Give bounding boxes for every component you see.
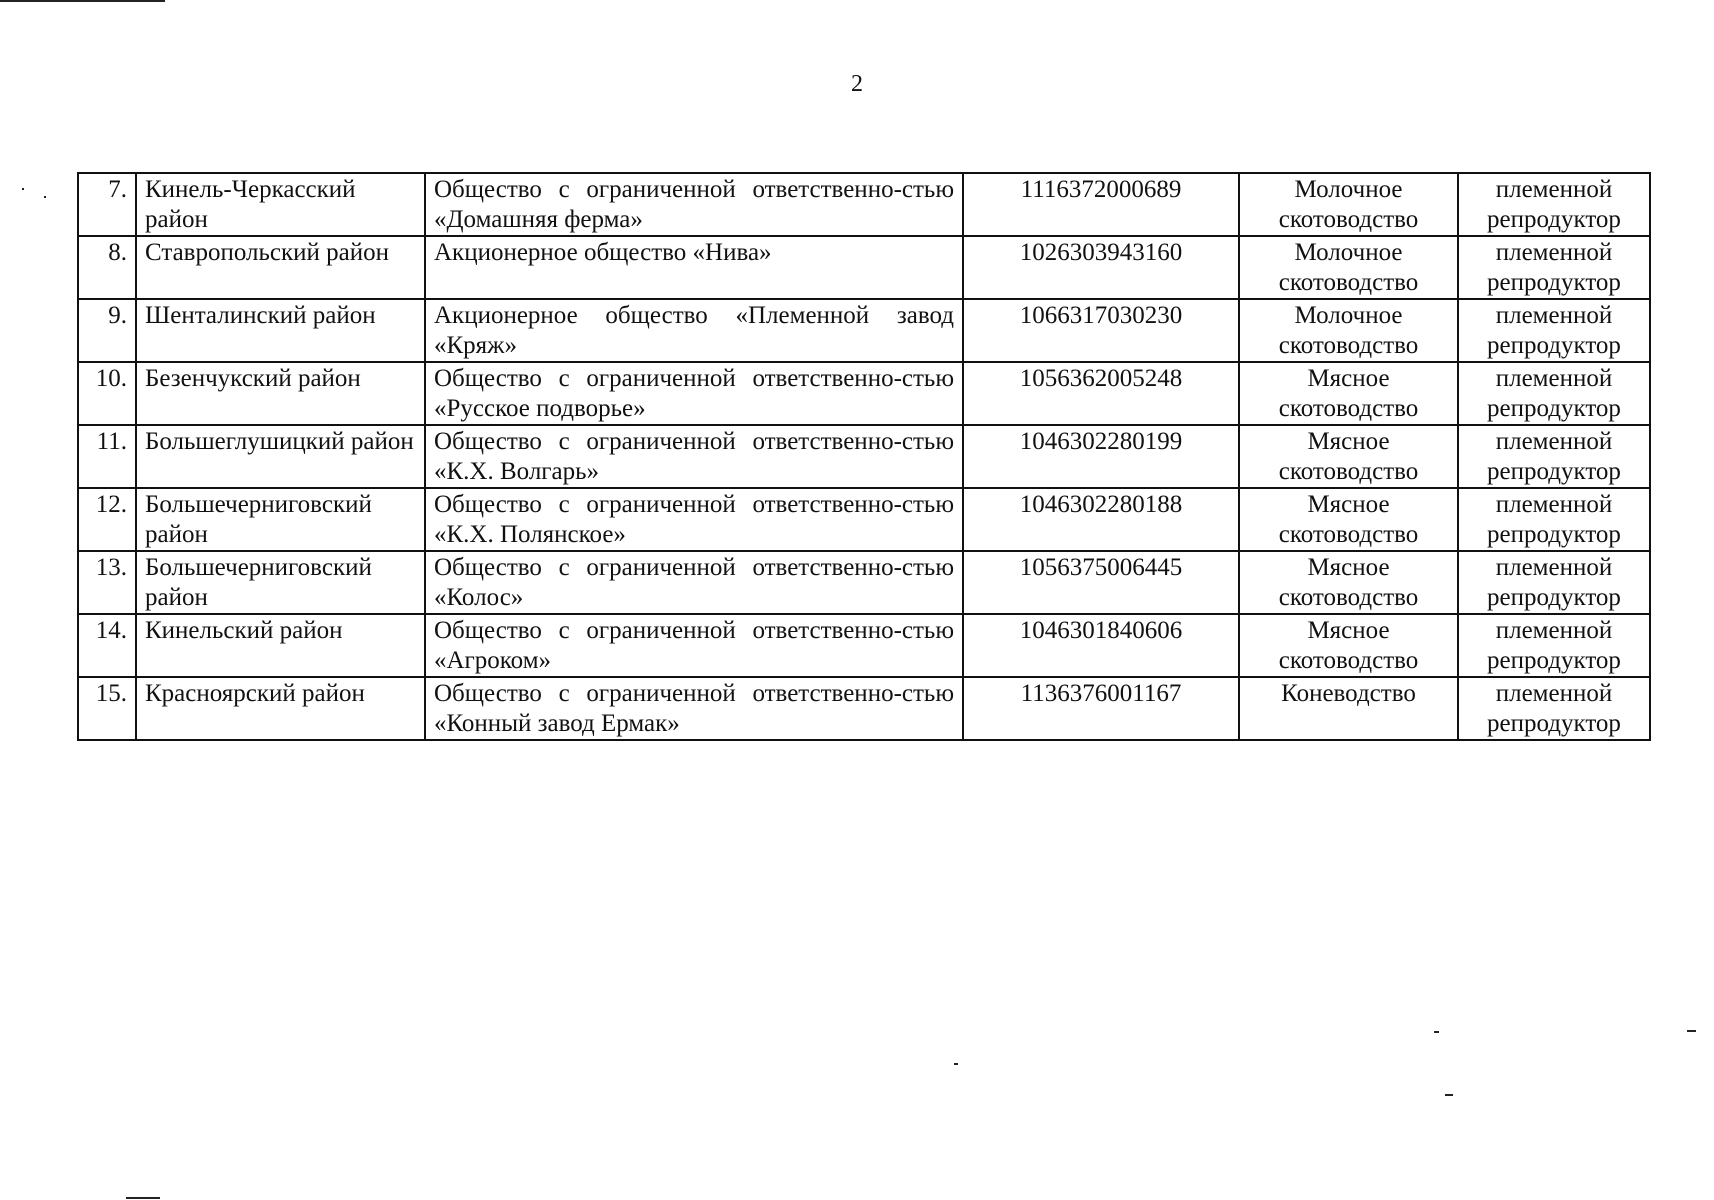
scan-artifact-dot bbox=[1434, 1031, 1439, 1033]
row-number-cell: 13. bbox=[78, 551, 136, 614]
district-cell: Безенчукский район bbox=[136, 362, 425, 425]
table-row bbox=[78, 173, 1650, 236]
ogrn-cell: 1136376001167 bbox=[963, 677, 1239, 740]
row-number-cell: 7. bbox=[78, 173, 136, 236]
scan-artifact-dot bbox=[1445, 1094, 1453, 1096]
scan-artifact-dot bbox=[22, 188, 24, 190]
district-cell: Кинель-Черкасский район bbox=[136, 173, 425, 236]
branch-cell: Молочное скотоводство bbox=[1239, 173, 1458, 236]
status-cell: племенной репродуктор bbox=[1458, 173, 1650, 236]
ogrn-cell: 1026303943160 bbox=[963, 236, 1239, 299]
row-number-cell: 12. bbox=[78, 488, 136, 551]
scan-artifact-dot bbox=[1687, 1030, 1696, 1032]
row-number-cell: 9. bbox=[78, 299, 136, 362]
ogrn-cell: 1056375006445 bbox=[963, 551, 1239, 614]
table-row bbox=[78, 488, 1650, 551]
organization-cell: Общество с ограниченной ответственно-стью «Колос» bbox=[425, 551, 963, 614]
branch-cell: Молочное скотоводство bbox=[1239, 236, 1458, 299]
scan-artifact-dot bbox=[954, 1063, 958, 1065]
status-cell: племенной репродуктор bbox=[1458, 551, 1650, 614]
ogrn-cell: 1116372000689 bbox=[963, 173, 1239, 236]
district-cell: Красноярский район bbox=[136, 677, 425, 740]
table-row bbox=[78, 677, 1650, 740]
status-cell: племенной репродуктор bbox=[1458, 614, 1650, 677]
status-cell: племенной репродуктор bbox=[1458, 488, 1650, 551]
organization-cell: Общество с ограниченной ответственно-стью «К.Х. Полянское» bbox=[425, 488, 963, 551]
table-row bbox=[78, 551, 1650, 614]
table-row bbox=[78, 362, 1650, 425]
row-number-cell: 15. bbox=[78, 677, 136, 740]
table-row bbox=[78, 236, 1650, 299]
ogrn-cell: 1046302280199 bbox=[963, 425, 1239, 488]
row-number-cell: 11. bbox=[78, 425, 136, 488]
row-number-cell: 14. bbox=[78, 614, 136, 677]
branch-cell: Мясное скотоводство bbox=[1239, 551, 1458, 614]
table-row bbox=[78, 299, 1650, 362]
registry-table-body bbox=[78, 173, 1650, 740]
branch-cell: Коневодство bbox=[1239, 677, 1458, 740]
table-row bbox=[78, 425, 1650, 488]
status-cell: племенной репродуктор bbox=[1458, 236, 1650, 299]
district-cell: Ставропольский район bbox=[136, 236, 425, 299]
scan-artifact-dot bbox=[44, 196, 46, 198]
ogrn-cell: 1066317030230 bbox=[963, 299, 1239, 362]
branch-cell: Мясное скотоводство bbox=[1239, 614, 1458, 677]
table-row bbox=[78, 614, 1650, 677]
branch-cell: Мясное скотоводство bbox=[1239, 362, 1458, 425]
district-cell: Большечерниговский район bbox=[136, 551, 425, 614]
status-cell: племенной репродуктор bbox=[1458, 677, 1650, 740]
branch-cell: Мясное скотоводство bbox=[1239, 488, 1458, 551]
row-number-cell: 8. bbox=[78, 236, 136, 299]
organization-cell: Общество с ограниченной ответственно-стью «Домашняя ферма» bbox=[425, 173, 963, 236]
scan-artifact-top-line bbox=[0, 0, 165, 2]
breeding-registry-table bbox=[77, 172, 1651, 741]
ogrn-cell: 1046302280188 bbox=[963, 488, 1239, 551]
row-number-cell: 10. bbox=[78, 362, 136, 425]
organization-cell: Общество с ограниченной ответственно-стью «Русское подворье» bbox=[425, 362, 963, 425]
status-cell: племенной репродуктор bbox=[1458, 299, 1650, 362]
branch-cell: Молочное скотоводство bbox=[1239, 299, 1458, 362]
organization-cell: Общество с ограниченной ответственно-стью «Агроком» bbox=[425, 614, 963, 677]
organization-cell: Общество с ограниченной ответственно-стью «К.Х. Волгарь» bbox=[425, 425, 963, 488]
status-cell: племенной репродуктор bbox=[1458, 425, 1650, 488]
district-cell: Кинельский район bbox=[136, 614, 425, 677]
page-number: 2 bbox=[851, 71, 863, 97]
organization-cell: Акционерное общество «Нива» bbox=[425, 236, 963, 299]
scan-artifact-bottom-line bbox=[126, 1197, 160, 1199]
ogrn-cell: 1056362005248 bbox=[963, 362, 1239, 425]
organization-cell: Общество с ограниченной ответственно-стью «Конный завод Ермак» bbox=[425, 677, 963, 740]
district-cell: Большечерниговский район bbox=[136, 488, 425, 551]
district-cell: Шенталинский район bbox=[136, 299, 425, 362]
status-cell: племенной репродуктор bbox=[1458, 362, 1650, 425]
branch-cell: Мясное скотоводство bbox=[1239, 425, 1458, 488]
district-cell: Большеглушицкий район bbox=[136, 425, 425, 488]
ogrn-cell: 1046301840606 bbox=[963, 614, 1239, 677]
organization-cell: Акционерное общество «Племенной завод «Кряж» bbox=[425, 299, 963, 362]
